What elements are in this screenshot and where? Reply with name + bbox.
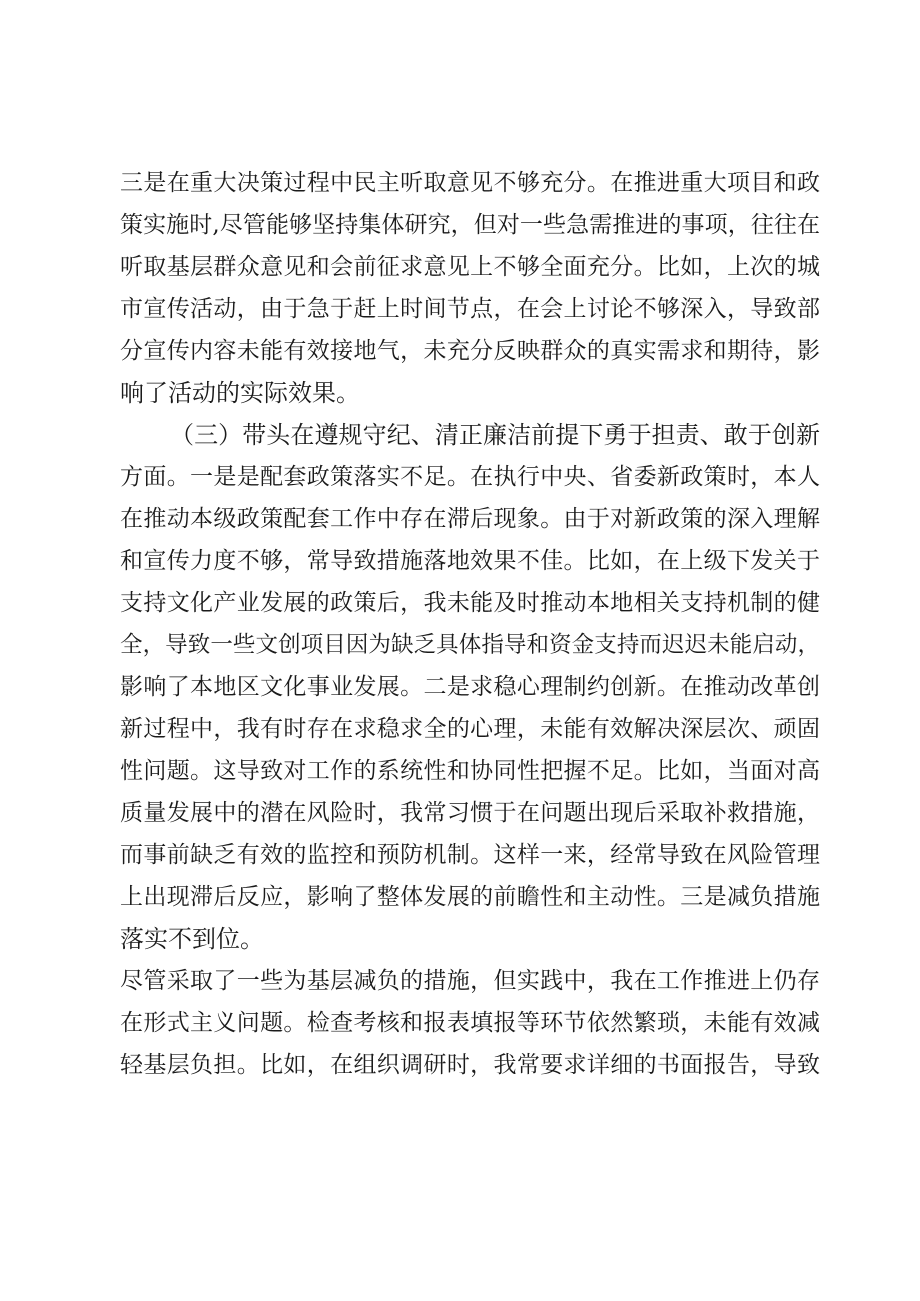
text-line: 和宣传力度不够，常导致措施落地效果不佳。比如，在上级下发关于	[120, 548, 820, 574]
text-line: 全，导致一些文创项目因为缺乏具体指导和资金支持而迟迟未能启动，	[120, 632, 820, 658]
text-line: 市宣传活动，由于急于赶上时间节点，在会上讨论不够深入，导致部	[120, 296, 820, 322]
text-line: 而事前缺乏有效的监控和预防机制。这样一来，经常导致在风险管理	[120, 842, 820, 868]
text-line: 轻基层负担。比如，在组织调研时，我常要求详细的书面报告，导致	[120, 1052, 820, 1078]
text-line: 三是在重大决策过程中民主听取意见不够充分。在推进重大项目和政	[120, 170, 820, 196]
text-line: 分宣传内容未能有效接地气，未充分反映群众的真实需求和期待，影	[120, 338, 820, 364]
text-line: 在推动本级政策配套工作中存在滞后现象。由于对新政策的深入理解	[120, 506, 820, 532]
text-line: 影响了本地区文化事业发展。二是求稳心理制约创新。在推动改革创	[120, 674, 820, 700]
text-line: 方面。一是是配套政策落实不足。在执行中央、省委新政策时，本人	[120, 464, 820, 490]
text-line: 质量发展中的潜在风险时，我常习惯于在问题出现后采取补救措施，	[120, 800, 820, 826]
section-heading-line: （三）带头在遵规守纪、清正廉洁前提下勇于担责、敢于创新	[170, 421, 820, 449]
text-line: 策实施时,尽管能够坚持集体研究，但对一些急需推进的事项，往往在	[120, 212, 820, 238]
text-line: 尽管采取了一些为基层减负的措施，但实践中，我在工作推进上仍存	[120, 968, 820, 994]
text-line: 听取基层群众意见和会前征求意见上不够全面充分。比如，上次的城	[120, 254, 820, 280]
text-line: 支持文化产业发展的政策后，我未能及时推动本地相关支持机制的健	[120, 590, 820, 616]
text-line: 落实不到位。	[120, 925, 264, 953]
text-line: 新过程中，我有时存在求稳求全的心理，未能有效解决深层次、顽固	[120, 716, 820, 742]
text-line: 在形式主义问题。检查考核和报表填报等环节依然繁琐，未能有效减	[120, 1010, 820, 1036]
text-line: 响了活动的实际效果。	[120, 379, 360, 407]
text-line: 上出现滞后反应，影响了整体发展的前瞻性和主动性。三是减负措施	[120, 884, 820, 910]
text-line: 性问题。这导致对工作的系统性和协同性把握不足。比如，当面对高	[120, 758, 820, 784]
